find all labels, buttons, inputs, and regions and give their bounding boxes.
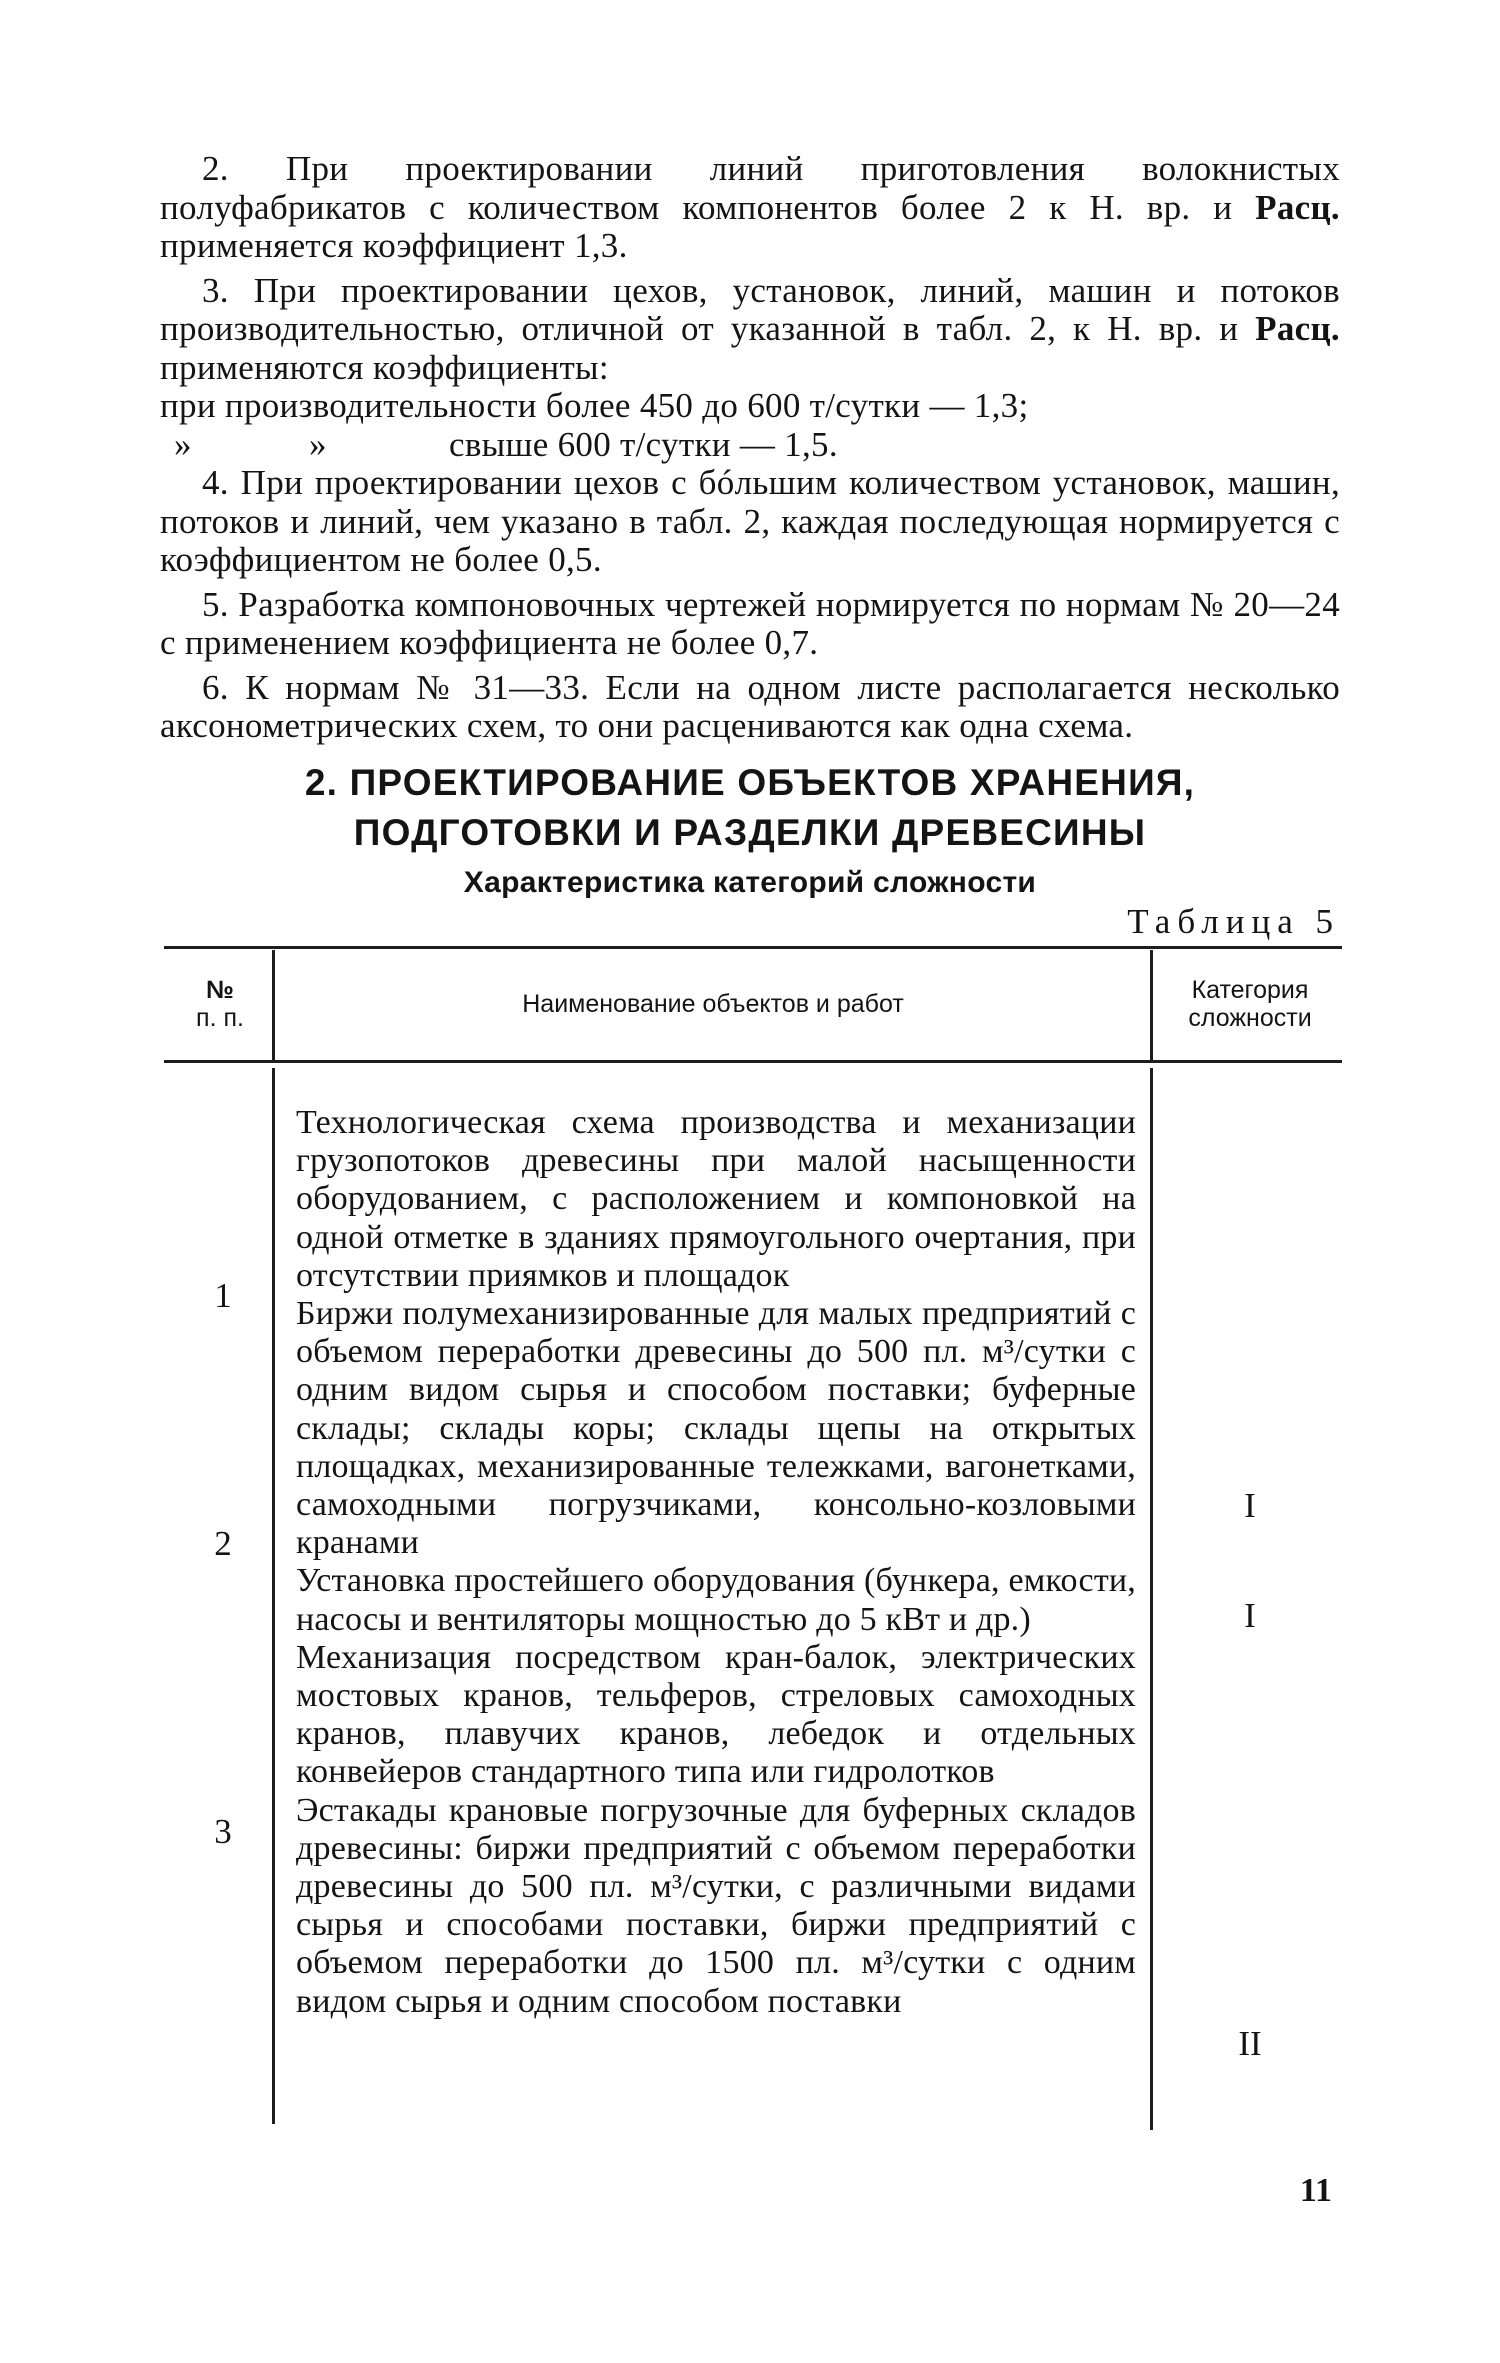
section-subtitle: Характеристика категорий сложности bbox=[463, 866, 1037, 899]
note-6: 6. К нормам № 31—33. Если на одном листе располагается несколько аксонометрических схем, то они расцениваются как одна схема. bbox=[160, 667, 1340, 745]
table-body-text bbox=[296, 1104, 1136, 2021]
row-number: 1 bbox=[214, 1276, 232, 1315]
note-4: 4. При проектировании цехов с бóльшим количеством установок, машин, потоков и линий, чем указано в табл. 2, каждая последующая нормируется с коэффициентом не более 0,5. bbox=[160, 463, 1340, 579]
column-divider bbox=[272, 950, 275, 1060]
table-top-rule bbox=[164, 946, 1342, 949]
row-category: I bbox=[1244, 1486, 1256, 1525]
column-divider bbox=[1150, 950, 1153, 1060]
note-5: 5. Разработка компоновочных чертежей нормируется по нормам № 20—24 с применением коэффициента не более 0,7. bbox=[160, 584, 1340, 662]
table-paragraph: Установка простейшего оборудования (бункера, емкости, насосы и вентиляторы мощностью до 5 кВт и др.) bbox=[296, 1562, 1136, 1638]
header-number: № п. п. bbox=[196, 976, 244, 1032]
row-category: I bbox=[1244, 1596, 1256, 1635]
row-number: 3 bbox=[214, 1812, 232, 1851]
note-2: 2. При проектировании линий приготовления волокнистых полуфабрикатов с количеством компонентов более 2 к Н. вр. и Расц. применяется коэффициент 1,3. bbox=[160, 149, 1340, 265]
note-3-line-2: » » свыше 600 т/сутки — 1,5. bbox=[160, 426, 1340, 465]
notes-block bbox=[160, 150, 1340, 746]
table-paragraph: Технологическая схема производства и механизации грузопотоков древесины при малой насыщенности оборудованием, с расположением и компоновкой на одной отметке в зданиях прямоугольного очертания, при отсутствии приямков и площадок bbox=[296, 1104, 1136, 1294]
column-divider bbox=[1150, 1068, 1153, 2130]
table-paragraph: Механизация посредством кран-балок, электрических мостовых кранов, тельферов, стреловых самоходных кранов, плавучих кранов, лебедок и отдельных конвейеров стандартного типа или гидролотков bbox=[296, 1638, 1136, 1791]
note-3: 3. При проектировании цехов, установок, линий, машин и потоков производительностью, отличной от указанной в табл. 2, к Н. вр. и Расц. применяются коэффициенты: bbox=[160, 270, 1340, 387]
note-3-line-1: при производительности более 450 до 600 т/сутки — 1,3; bbox=[160, 386, 1029, 425]
table-paragraph: Эстакады крановые погрузочные для буферных складов древесины: биржи предприятий с объемом переработки древесины до 500 пл. м³/сутки, с различными видами сырья и способами поставки, биржи предприятий с объемом переработки до 1500 пл. м³/сутки с одним видом сырья и одним способом поставки bbox=[296, 1791, 1136, 2020]
section-title: 2. ПРОЕКТИРОВАНИЕ ОБЪЕКТОВ ХРАНЕНИЯ, ПОДГОТОВКИ И РАЗДЕЛКИ ДРЕВЕСИНЫ bbox=[304, 762, 1196, 853]
column-divider bbox=[272, 1068, 275, 2124]
header-name: Наименование объектов и работ bbox=[522, 990, 904, 1018]
table-label: Таблица 5 bbox=[1127, 902, 1340, 941]
row-number: 2 bbox=[214, 1524, 232, 1563]
header-category: Категория сложности bbox=[1188, 976, 1312, 1032]
ditto-mark: » bbox=[174, 424, 192, 464]
page-number: 11 bbox=[1299, 2172, 1332, 2209]
table-header-rule bbox=[164, 1060, 1342, 1063]
ditto-mark: » bbox=[309, 424, 327, 464]
row-category: II bbox=[1238, 2024, 1262, 2063]
table-paragraph: Биржи полумеханизированные для малых предприятий с объемом переработки древесины до 500 пл. м³/сутки с одним видом сырья и способом поставки; буферные склады; склады коры; склады щепы на открытых площадках, механизированные тележками, вагонетками, самоходными погрузчиками, консольно-козловыми кранами bbox=[296, 1295, 1136, 1562]
